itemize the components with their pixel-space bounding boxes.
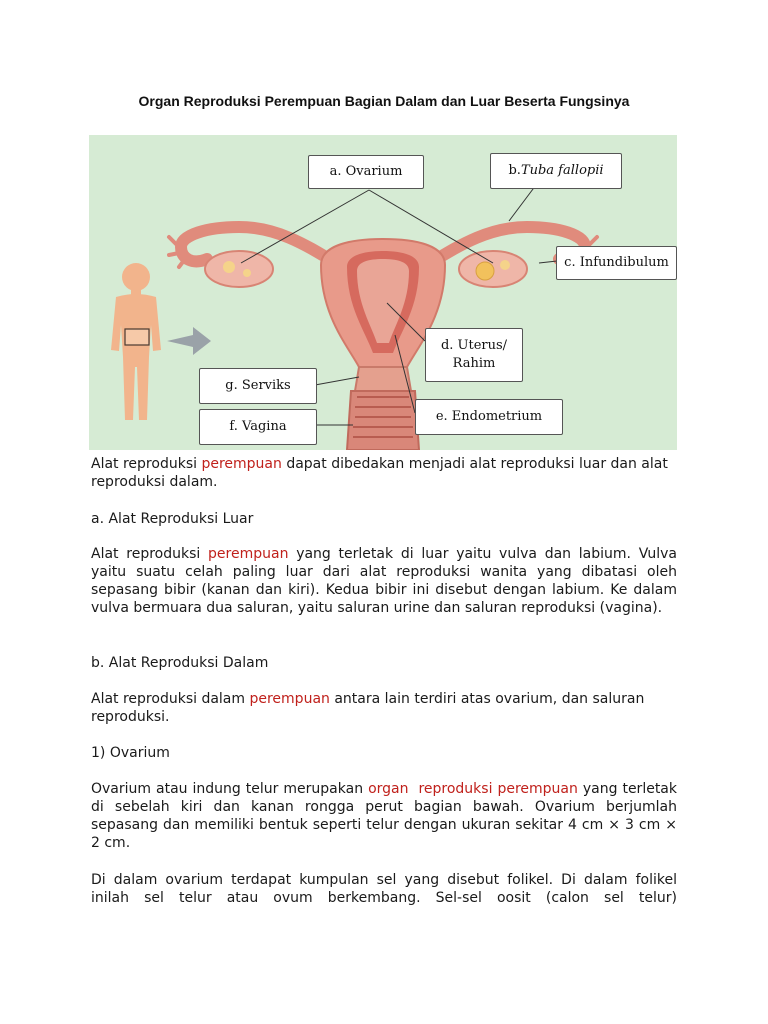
label-tuba-fallopii: b. Tuba fallopii bbox=[490, 153, 622, 189]
pelvic-region-marker bbox=[125, 329, 149, 345]
link-perempuan[interactable]: perempuan bbox=[208, 546, 289, 562]
paragraph-ovarium: Ovarium atau indung telur merupakan organ reproduksi perempuan yang terletak di sebelah kiri dan kanan rongga perut bagian bawah. Ovarium berjumlah sepasang dan memiliki bentuk seperti telur dengan ukuran sekitar 4 cm × 3 cm × 2 cm. bbox=[91, 781, 677, 851]
link-perempuan[interactable]: perempuan bbox=[201, 456, 282, 472]
heading-ovarium: 1) Ovarium bbox=[91, 745, 170, 761]
label-vagina: f. Vagina bbox=[199, 409, 317, 445]
cervix bbox=[355, 367, 411, 391]
heading-alat-reproduksi-luar: a. Alat Reproduksi Luar bbox=[91, 511, 254, 527]
paragraph-intro: Alat reproduksi perempuan dapat dibedakan menjadi alat reproduksi luar dan alat reproduksi dalam. bbox=[91, 456, 668, 490]
vagina bbox=[347, 391, 419, 450]
link-perempuan[interactable]: perempuan bbox=[249, 691, 330, 707]
paragraph-dalam: Alat reproduksi dalam perempuan antara lain terdiri atas ovarium, dan saluran reproduksi. bbox=[91, 691, 645, 725]
left-ovary bbox=[205, 251, 273, 287]
label-serviks: g. Serviks bbox=[199, 368, 317, 404]
label-infundibulum: c. Infundibulum bbox=[556, 246, 677, 280]
label-ovarium: a. Ovarium bbox=[308, 155, 424, 189]
heading-alat-reproduksi-dalam: b. Alat Reproduksi Dalam bbox=[91, 655, 269, 671]
article-body bbox=[91, 455, 677, 491]
label-endometrium: e. Endometrium bbox=[415, 399, 563, 435]
label-uterus-rahim: d. Uterus/ Rahim bbox=[425, 328, 523, 382]
paragraph-folikel: Di dalam ovarium terdapat kumpulan sel yang disebut folikel. Di dalam folikel inilah sel telur atau ovum berkembang. Sel-sel oosit (calon sel telur) bbox=[91, 872, 677, 906]
paragraph-luar: Alat reproduksi perempuan yang terletak di luar yaitu vulva dan labium. Vulva yaitu suatu celah paling luar dari alat reproduksi wanita yang dibatasi oleh sepasang bibir (kanan dan kiri). Kedua bibir ini disebut dengan labium. Ke dalam vulva bermuara dua saluran, yaitu saluran urine dan saluran reproduksi (vagina). bbox=[91, 546, 677, 616]
reproductive-organ-diagram bbox=[89, 135, 677, 450]
pointer-arrow bbox=[167, 327, 211, 355]
page-title: Organ Reproduksi Perempuan Bagian Dalam dan Luar Beserta Fungsinya bbox=[138, 93, 630, 109]
link-organ-reproduksi-perempuan[interactable]: organ reproduksi perempuan bbox=[368, 781, 578, 797]
